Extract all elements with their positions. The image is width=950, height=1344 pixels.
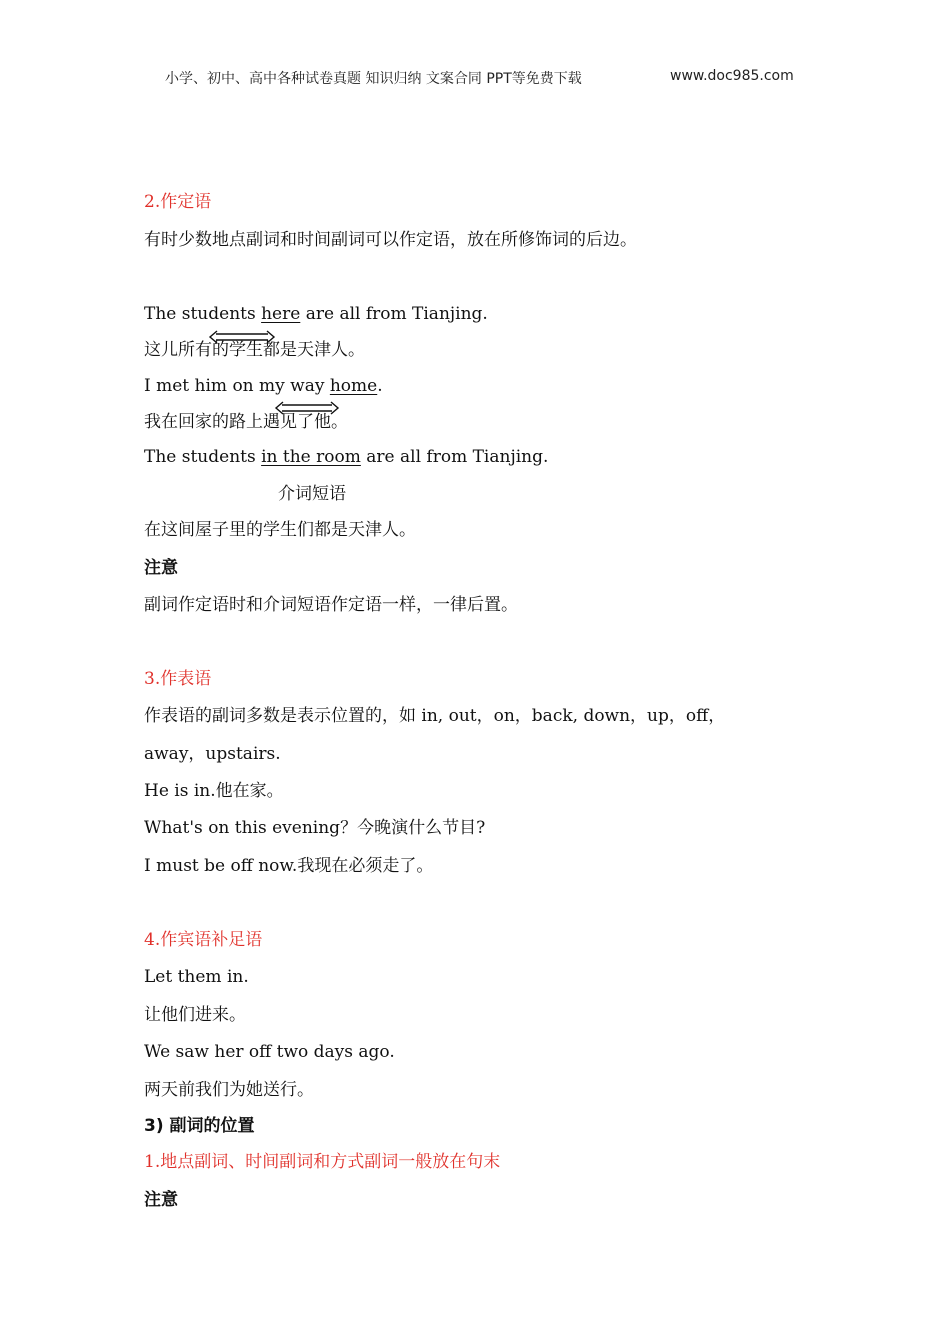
note-text: 副词作定语时和介词短语作定语一样，一律后置。: [144, 595, 518, 615]
note-label: 注意: [144, 558, 178, 578]
example-sentence: We saw her off two days ago.: [144, 1042, 395, 1062]
section-description-continued: away，upstairs.: [144, 744, 281, 764]
example-text: .: [377, 376, 383, 396]
example-text: are all from Tianjing.: [360, 447, 549, 467]
example-text: I met him on my way: [144, 376, 330, 396]
section-title-object-complement: 4.作宾语补足语: [144, 930, 263, 950]
example-translation: 在这间屋子里的学生们都是天津人。: [144, 520, 416, 540]
example-text: The students: [144, 304, 262, 324]
example-translation: 两天前我们为她送行。: [144, 1080, 314, 1100]
section-heading-position: 3) 副词的位置: [144, 1116, 255, 1136]
section-title-attributive: 2.作定语: [144, 192, 212, 212]
example-text: are all from Tianjing.: [300, 304, 488, 324]
section-description: 作表语的副词多数是表示位置的，如 in, out，on，back, down，up，off，: [144, 706, 726, 726]
example-sentence: [144, 445, 548, 469]
example-text: The students: [144, 447, 262, 467]
header-text: 小学、初中、高中各种试卷真题 知识归纳 文案合同 PPT等免费下载: [165, 71, 582, 87]
example-sentence: [144, 374, 383, 398]
page-header: [0, 68, 950, 92]
underlined-word: here: [261, 304, 301, 324]
section-title-predicative: 3.作表语: [144, 669, 212, 689]
example-translation: 我在回家的路上遇见了他。: [144, 412, 348, 432]
example-sentence: I must be off now.我现在必须走了。: [144, 856, 434, 876]
note-label: 注意: [144, 1190, 178, 1210]
rule-title: 1.地点副词、时间副词和方式副词一般放在句末: [144, 1152, 501, 1172]
example-translation: 这儿所有的学生都是天津人。: [144, 340, 365, 360]
example-sentence: [144, 302, 488, 326]
underlined-word: home: [329, 376, 378, 396]
section-description: 有时少数地点副词和时间副词可以作定语，放在所修饰词的后边。: [144, 230, 637, 250]
example-sentence: He is in.他在家。: [144, 781, 284, 801]
example-sentence: What's on this evening？今晚演什么节目?: [144, 818, 486, 838]
example-translation: 让他们进来。: [144, 1005, 246, 1025]
underlined-phrase: in the room: [261, 447, 361, 467]
example-sentence: Let them in.: [144, 967, 249, 987]
phrase-annotation: 介词短语: [278, 484, 346, 504]
header-url: www.doc985.com: [670, 68, 794, 84]
